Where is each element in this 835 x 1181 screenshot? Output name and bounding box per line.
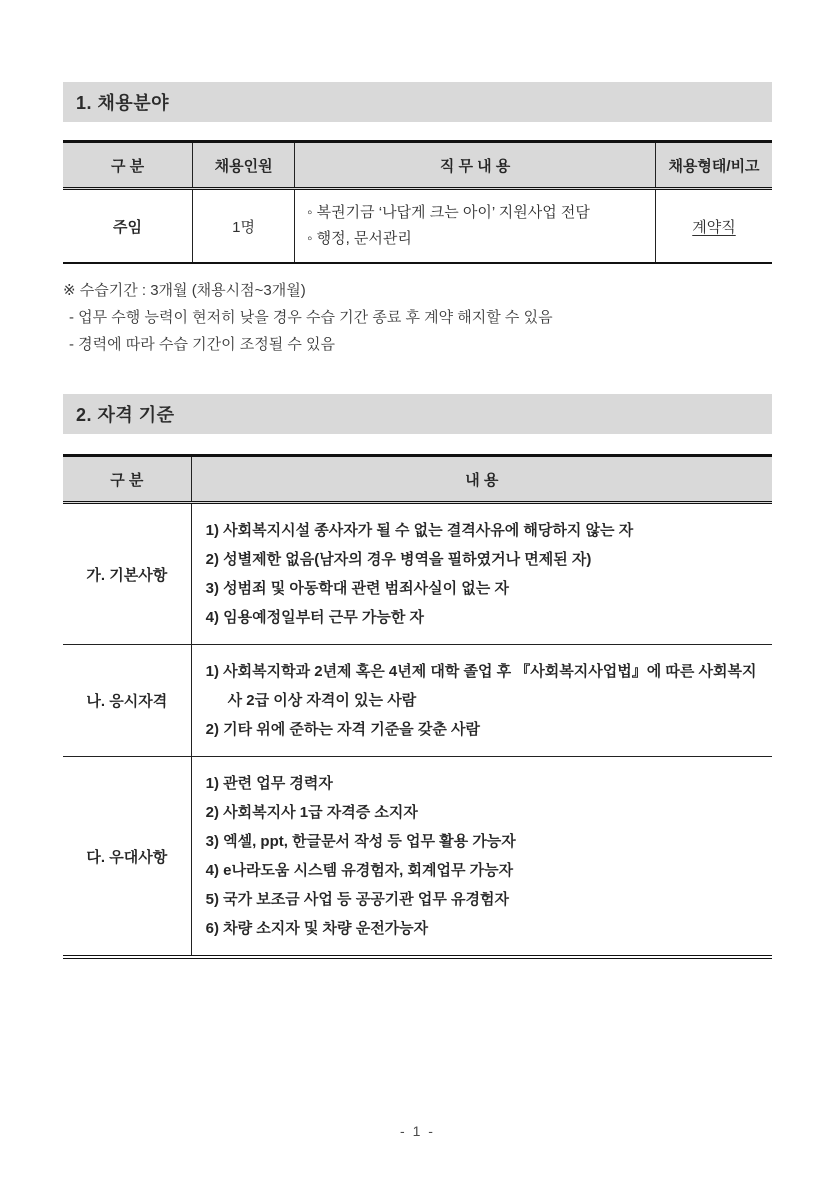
qualification-row-preferred (63, 757, 772, 955)
section-2-title-bar (63, 394, 772, 434)
recruitment-table-row (63, 190, 772, 262)
qualification-item: 1) 관련 업무 경력자 (205, 775, 333, 792)
section-1-title: 1. 채용분야 (76, 93, 170, 113)
cell-items (191, 504, 772, 644)
section-2-title: 2. 자격 기준 (76, 405, 175, 425)
cell-items (191, 645, 772, 756)
header-category: 구 분 (110, 471, 144, 489)
cell-category: 가. 기본사항 (86, 566, 168, 584)
section-1-title-bar (63, 82, 772, 122)
cell-duties (294, 190, 655, 262)
note-line: - 업무 수행 능력이 현저히 낮을 경우 수습 기간 종료 후 계약 해지할 수 있음 (69, 309, 553, 326)
duty-item: ◦ 복권기금 ‘나답게 크는 아이’ 지원사업 전담 (307, 204, 590, 221)
cell-items (191, 757, 772, 955)
duty-item: ◦ 행정, 문서관리 (307, 230, 412, 247)
employment-type-text: 계약직 (692, 218, 736, 236)
cell-employment-type (655, 190, 772, 262)
qualification-item: 2) 성별제한 없음(남자의 경우 병역을 필하였거나 면제된 자) (205, 551, 592, 568)
qualification-item: 2) 기타 위에 준하는 자격 기준을 갖춘 사람 (205, 721, 480, 738)
qualification-item: 3) 엑셀, ppt, 한글문서 작성 등 업무 활용 가능자 (205, 833, 516, 850)
page-number: - 1 - (400, 1123, 435, 1139)
header-employment-type: 채용형태/비고 (655, 143, 772, 187)
document-content (63, 0, 772, 959)
cell-category: 주임 (113, 218, 142, 236)
qualification-item: 5) 국가 보조금 사업 등 공공기관 업무 유경험자 (205, 891, 509, 908)
qualification-table-header-row (63, 457, 772, 504)
cell-headcount: 1명 (192, 190, 294, 262)
probation-notes (63, 277, 772, 358)
recruitment-table (63, 140, 772, 264)
cell-category: 나. 응시자격 (86, 693, 168, 710)
qualification-row-basic (63, 504, 772, 645)
cell-category: 다. 우대사항 (86, 848, 168, 866)
qualification-item: 3) 성범죄 및 아동학대 관련 범죄사실이 없는 자 (205, 580, 509, 597)
note-line: ※ 수습기간 : 3개월 (채용시점~3개월) (63, 282, 306, 299)
header-category: 구 분 (110, 157, 145, 175)
qualification-row-eligibility (63, 645, 772, 757)
header-content: 내 용 (191, 457, 772, 501)
note-line: - 경력에 따라 수습 기간이 조정될 수 있음 (69, 336, 336, 353)
header-headcount: 채용인원 (192, 143, 294, 187)
qualification-item: 6) 차량 소지자 및 차량 운전가능자 (205, 920, 429, 937)
qualification-item: 1) 사회복지시설 종사자가 될 수 없는 결격사유에 해당하지 않는 자 (205, 522, 634, 539)
qualification-item: 1) 사회복지학과 2년제 혹은 4년제 대학 졸업 후 『사회복지사업법』에 따른 사회복지사 2급 이상 자격이 있는 사람 (205, 663, 757, 709)
recruitment-table-header-row (63, 143, 772, 190)
qualification-item: 4) 임용예정일부터 근무 가능한 자 (205, 609, 424, 626)
header-duties: 직 무 내 용 (294, 143, 655, 187)
qualification-table (63, 454, 772, 959)
qualification-item: 4) e나라도움 시스템 유경험자, 회계업무 가능자 (205, 862, 514, 879)
qualification-item: 2) 사회복지사 1급 자격증 소지자 (205, 804, 418, 821)
